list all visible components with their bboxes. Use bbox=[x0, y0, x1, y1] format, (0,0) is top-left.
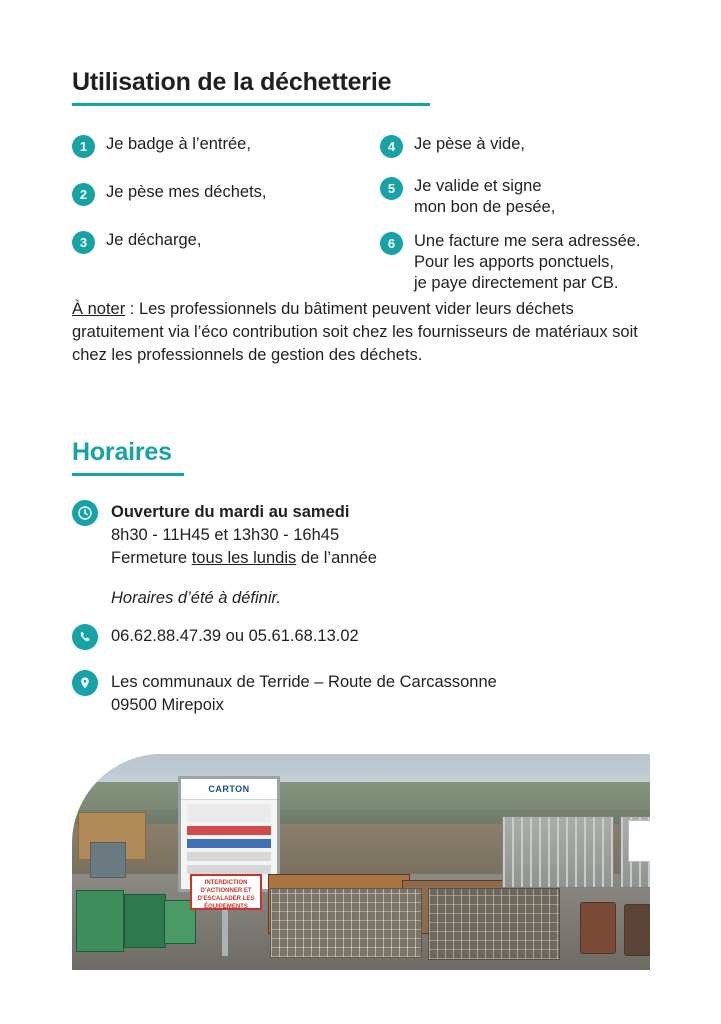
hours-contact-block bbox=[72, 500, 652, 717]
title-underline bbox=[72, 103, 430, 106]
note-label: À noter bbox=[72, 300, 126, 318]
address-row bbox=[72, 670, 652, 717]
photo-sign-bar bbox=[187, 839, 271, 848]
step-number-badge: 4 bbox=[380, 135, 403, 158]
page-title: Utilisation de la déchetterie bbox=[72, 68, 392, 96]
list-item bbox=[380, 231, 680, 294]
summer-hours-note: Horaires d’été à définir. bbox=[111, 589, 281, 607]
closing-suffix: de l’année bbox=[296, 549, 377, 567]
photo-drum bbox=[580, 902, 616, 954]
clock-icon bbox=[72, 500, 98, 526]
phone-icon bbox=[72, 624, 98, 650]
step-label bbox=[414, 231, 641, 294]
opening-times: 8h30 - 11H45 et 13h30 - 16h45 bbox=[111, 526, 340, 544]
step-number-badge: 3 bbox=[72, 231, 95, 254]
photo-sign-bar bbox=[187, 852, 271, 861]
step-number-badge: 6 bbox=[380, 232, 403, 255]
section-heading-hours bbox=[72, 438, 192, 476]
opening-hours-text bbox=[111, 500, 377, 610]
list-item bbox=[72, 134, 352, 158]
address-line-1: Les communaux de Terride – Route de Carcassonne bbox=[111, 673, 497, 691]
photo-panel-sign bbox=[628, 820, 650, 862]
step-number-badge: 2 bbox=[72, 183, 95, 206]
photo-grey-bin bbox=[90, 842, 126, 878]
address-text bbox=[111, 670, 497, 717]
step-label-line1: Je valide et signe bbox=[414, 177, 542, 195]
step-number-badge: 1 bbox=[72, 135, 95, 158]
photo-sign-bar bbox=[187, 804, 271, 822]
closing-underlined: tous les lundis bbox=[191, 549, 297, 567]
step-number-badge: 5 bbox=[380, 177, 403, 200]
photo-sign-bar bbox=[187, 865, 271, 874]
facility-photo bbox=[72, 754, 650, 970]
title-underline bbox=[72, 473, 184, 476]
closing-prefix: Fermeture bbox=[111, 549, 192, 567]
step-label-line1: Une facture me sera adressée. bbox=[414, 232, 641, 250]
address-line-2: 09500 Mirepoix bbox=[111, 696, 224, 714]
list-item bbox=[380, 176, 680, 218]
step-label-line2: mon bon de pesée, bbox=[414, 198, 556, 216]
photo-green-bin bbox=[76, 890, 124, 952]
section-heading-usage bbox=[72, 68, 432, 106]
list-item bbox=[72, 182, 352, 206]
photo-fence bbox=[502, 816, 614, 888]
steps-column-left bbox=[72, 134, 352, 276]
step-label bbox=[414, 176, 555, 218]
step-label: Je badge à l’entrée, bbox=[106, 135, 251, 153]
photo-drum bbox=[624, 904, 650, 956]
opening-hours-row bbox=[72, 500, 652, 610]
closing-days bbox=[111, 547, 377, 570]
photo-green-bin bbox=[124, 894, 166, 948]
step-label-line2: Pour les apports ponctuels, bbox=[414, 253, 614, 271]
steps-column-right bbox=[380, 134, 680, 316]
step-label-line3: je paye directement par CB. bbox=[414, 274, 619, 292]
note-text: : Les professionnels du bâtiment peuvent vider leurs déchets gratuitement via l’éco contribution soit chez les fournisseurs de matériaux soit chez les professionnels de gestion des déchets. bbox=[72, 300, 638, 364]
photo-warning-sign: INTERDICTION D’ACTIONNER ET D’ESCALADER LES ÉQUIPEMENTS bbox=[190, 874, 262, 910]
photo-metal-cage bbox=[270, 888, 422, 958]
note-paragraph bbox=[72, 298, 652, 367]
list-item bbox=[72, 230, 352, 254]
step-label: Je décharge, bbox=[106, 231, 202, 249]
step-label: Je pèse mes déchets, bbox=[106, 183, 267, 201]
step-label-line1: Je pèse à vide, bbox=[414, 135, 525, 153]
photo-sign-bar bbox=[187, 826, 271, 835]
phone-number[interactable]: 06.62.88.47.39 ou 05.61.68.13.02 bbox=[111, 627, 359, 645]
location-pin-icon bbox=[72, 670, 98, 696]
step-label bbox=[414, 134, 525, 155]
photo-sign-title: CARTON bbox=[181, 779, 277, 800]
opening-title: Ouverture du mardi au samedi bbox=[111, 503, 350, 521]
list-item bbox=[380, 134, 680, 158]
phone-row bbox=[72, 624, 652, 650]
photo-metal-cage bbox=[428, 888, 560, 960]
section-title-hours: Horaires bbox=[72, 438, 172, 466]
